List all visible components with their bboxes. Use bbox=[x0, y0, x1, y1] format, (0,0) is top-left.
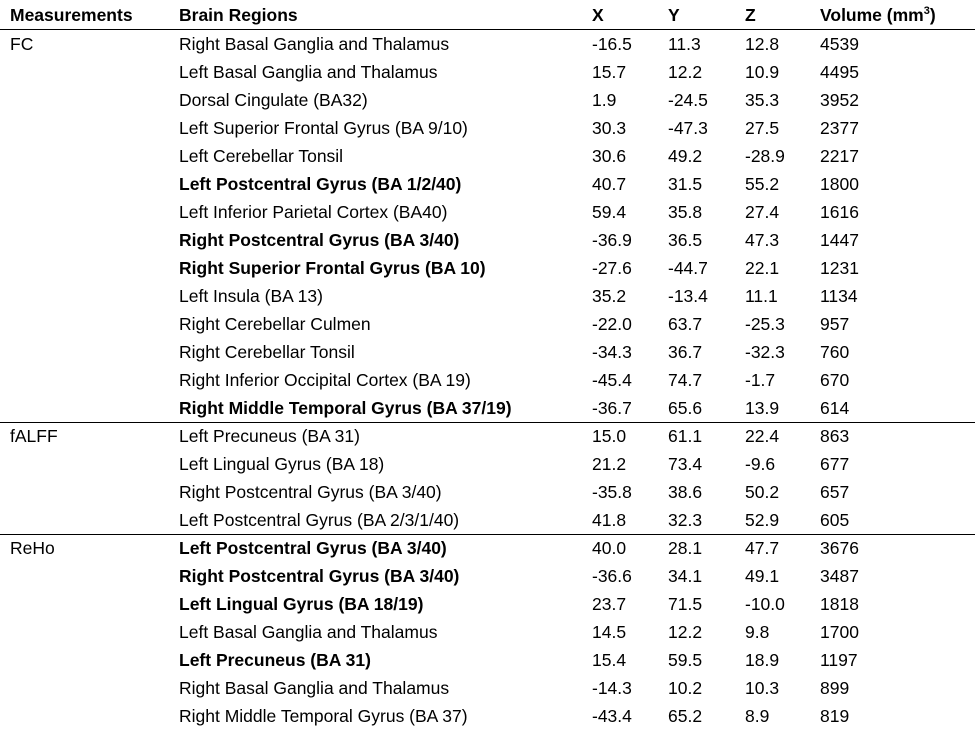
brain-region-cell: Left Inferior Parietal Cortex (BA40) bbox=[179, 202, 448, 222]
brain-region-cell: Left Lingual Gyrus (BA 18) bbox=[179, 454, 385, 474]
table-row bbox=[0, 534, 975, 562]
brain-region-cell: Right Superior Frontal Gyrus (BA 10) bbox=[179, 258, 486, 278]
y-coordinate-cell: 12.2 bbox=[668, 62, 703, 82]
volume-cell: 760 bbox=[820, 342, 850, 362]
y-coordinate-cell: 73.4 bbox=[668, 454, 703, 474]
y-coordinate-cell: -44.7 bbox=[668, 258, 708, 278]
z-coordinate-cell: 27.4 bbox=[745, 202, 780, 222]
z-coordinate-cell: 10.9 bbox=[745, 62, 780, 82]
x-coordinate-cell: 1.9 bbox=[592, 90, 617, 110]
x-coordinate-cell: -36.6 bbox=[592, 566, 632, 586]
y-coordinate-cell: 36.7 bbox=[668, 342, 703, 362]
table-row bbox=[0, 198, 975, 226]
y-coordinate-cell: 35.8 bbox=[668, 202, 703, 222]
header-x: X bbox=[592, 5, 604, 25]
table-header-row bbox=[0, 1, 975, 29]
y-coordinate-cell: 32.3 bbox=[668, 510, 703, 530]
volume-cell: 3487 bbox=[820, 566, 859, 586]
table-row bbox=[0, 310, 975, 338]
volume-cell: 614 bbox=[820, 398, 850, 418]
z-coordinate-cell: -10.0 bbox=[745, 594, 785, 614]
brain-region-cell: Left Postcentral Gyrus (BA 2/3/1/40) bbox=[179, 510, 460, 530]
table-row bbox=[0, 590, 975, 618]
z-coordinate-cell: 10.3 bbox=[745, 678, 780, 698]
z-coordinate-cell: 18.9 bbox=[745, 650, 780, 670]
z-coordinate-cell: -32.3 bbox=[745, 342, 785, 362]
volume-cell: 677 bbox=[820, 454, 850, 474]
z-coordinate-cell: -28.9 bbox=[745, 146, 785, 166]
y-coordinate-cell: 71.5 bbox=[668, 594, 703, 614]
volume-cell: 1197 bbox=[820, 650, 858, 670]
y-coordinate-cell: 63.7 bbox=[668, 314, 703, 334]
z-coordinate-cell: 50.2 bbox=[745, 482, 780, 502]
header-volume bbox=[820, 1, 936, 29]
y-coordinate-cell: 28.1 bbox=[668, 538, 703, 558]
z-coordinate-cell: 13.9 bbox=[745, 398, 780, 418]
brain-region-cell: Left Basal Ganglia and Thalamus bbox=[179, 622, 438, 642]
header-measurements: Measurements bbox=[10, 5, 133, 25]
brain-region-cell: Left Precuneus (BA 31) bbox=[179, 650, 371, 670]
brain-region-cell: Right Basal Ganglia and Thalamus bbox=[179, 678, 450, 698]
x-coordinate-cell: 14.5 bbox=[592, 622, 627, 642]
z-coordinate-cell: -9.6 bbox=[745, 454, 776, 474]
table-row bbox=[0, 30, 975, 58]
brain-region-cell: Right Postcentral Gyrus (BA 3/40) bbox=[179, 482, 442, 502]
brain-region-cell: Right Middle Temporal Gyrus (BA 37/19) bbox=[179, 398, 512, 418]
table-row bbox=[0, 114, 975, 142]
z-coordinate-cell: 9.8 bbox=[745, 622, 770, 642]
volume-cell: 863 bbox=[820, 426, 850, 446]
x-coordinate-cell: 41.8 bbox=[592, 510, 627, 530]
x-coordinate-cell: -27.6 bbox=[592, 258, 632, 278]
volume-cell: 605 bbox=[820, 510, 850, 530]
measurement-label: FC bbox=[10, 34, 34, 54]
table-row bbox=[0, 366, 975, 394]
y-coordinate-cell: -13.4 bbox=[668, 286, 708, 306]
x-coordinate-cell: 21.2 bbox=[592, 454, 627, 474]
table-row bbox=[0, 394, 975, 422]
z-coordinate-cell: 52.9 bbox=[745, 510, 780, 530]
x-coordinate-cell: 23.7 bbox=[592, 594, 627, 614]
table-row bbox=[0, 674, 975, 702]
header-z: Z bbox=[745, 5, 756, 25]
brain-region-cell: Left Basal Ganglia and Thalamus bbox=[179, 62, 438, 82]
brain-region-cell: Left Postcentral Gyrus (BA 3/40) bbox=[179, 538, 447, 558]
z-coordinate-cell: 27.5 bbox=[745, 118, 780, 138]
brain-region-cell: Right Postcentral Gyrus (BA 3/40) bbox=[179, 566, 460, 586]
volume-cell: 2377 bbox=[820, 118, 859, 138]
x-coordinate-cell: 15.4 bbox=[592, 650, 627, 670]
brain-region-cell: Left Insula (BA 13) bbox=[179, 286, 323, 306]
table-row bbox=[0, 422, 975, 450]
x-coordinate-cell: 59.4 bbox=[592, 202, 627, 222]
y-coordinate-cell: 31.5 bbox=[668, 174, 703, 194]
volume-cell: 1700 bbox=[820, 622, 859, 642]
z-coordinate-cell: 47.7 bbox=[745, 538, 780, 558]
z-coordinate-cell: 8.9 bbox=[745, 706, 770, 726]
x-coordinate-cell: -14.3 bbox=[592, 678, 632, 698]
volume-cell: 3952 bbox=[820, 90, 859, 110]
brain-region-cell: Left Cerebellar Tonsil bbox=[179, 146, 344, 166]
volume-cell: 657 bbox=[820, 482, 850, 502]
x-coordinate-cell: -22.0 bbox=[592, 314, 632, 334]
y-coordinate-cell: 36.5 bbox=[668, 230, 703, 250]
brain-region-cell: Left Precuneus (BA 31) bbox=[179, 426, 360, 446]
brain-region-cell: Dorsal Cingulate (BA32) bbox=[179, 90, 368, 110]
header-brain-regions: Brain Regions bbox=[179, 5, 298, 25]
header-volume-prefix: Volume (mm bbox=[820, 5, 924, 25]
z-coordinate-cell: 12.8 bbox=[745, 34, 780, 54]
measurement-label: ReHo bbox=[10, 538, 55, 558]
header-volume-superscript: 3 bbox=[923, 5, 930, 18]
volume-cell: 3676 bbox=[820, 538, 859, 558]
table-row bbox=[0, 562, 975, 590]
brain-region-cell: Right Postcentral Gyrus (BA 3/40) bbox=[179, 230, 460, 250]
brain-region-cell: Right Basal Ganglia and Thalamus bbox=[179, 34, 450, 54]
table-row bbox=[0, 450, 975, 478]
x-coordinate-cell: 30.6 bbox=[592, 146, 627, 166]
z-coordinate-cell: 22.4 bbox=[745, 426, 780, 446]
z-coordinate-cell: 22.1 bbox=[745, 258, 780, 278]
x-coordinate-cell: -35.8 bbox=[592, 482, 632, 502]
volume-cell: 1616 bbox=[820, 202, 859, 222]
table-row bbox=[0, 282, 975, 310]
x-coordinate-cell: -36.9 bbox=[592, 230, 632, 250]
y-coordinate-cell: 11.3 bbox=[668, 34, 701, 54]
x-coordinate-cell: -36.7 bbox=[592, 398, 632, 418]
x-coordinate-cell: 40.0 bbox=[592, 538, 627, 558]
table-row bbox=[0, 646, 975, 674]
x-coordinate-cell: -43.4 bbox=[592, 706, 632, 726]
volume-cell: 899 bbox=[820, 678, 850, 698]
y-coordinate-cell: 38.6 bbox=[668, 482, 703, 502]
y-coordinate-cell: 65.6 bbox=[668, 398, 703, 418]
x-coordinate-cell: -16.5 bbox=[592, 34, 632, 54]
table-row bbox=[0, 254, 975, 282]
y-coordinate-cell: -47.3 bbox=[668, 118, 708, 138]
table-row bbox=[0, 86, 975, 114]
z-coordinate-cell: 49.1 bbox=[745, 566, 780, 586]
volume-cell: 1231 bbox=[820, 258, 859, 278]
table-row bbox=[0, 226, 975, 254]
table-row bbox=[0, 338, 975, 366]
x-coordinate-cell: 35.2 bbox=[592, 286, 627, 306]
volume-cell: 4495 bbox=[820, 62, 859, 82]
x-coordinate-cell: 30.3 bbox=[592, 118, 627, 138]
y-coordinate-cell: 12.2 bbox=[668, 622, 703, 642]
volume-cell: 957 bbox=[820, 314, 850, 334]
brain-region-cell: Right Middle Temporal Gyrus (BA 37) bbox=[179, 706, 468, 726]
table-row bbox=[0, 506, 975, 534]
header-volume-suffix: ) bbox=[929, 5, 936, 25]
y-coordinate-cell: 59.5 bbox=[668, 650, 703, 670]
z-coordinate-cell: -25.3 bbox=[745, 314, 785, 334]
brain-region-cell: Right Cerebellar Culmen bbox=[179, 314, 371, 334]
volume-cell: 1134 bbox=[820, 286, 858, 306]
y-coordinate-cell: 74.7 bbox=[668, 370, 703, 390]
y-coordinate-cell: 10.2 bbox=[668, 678, 703, 698]
z-coordinate-cell: 11.1 bbox=[745, 286, 778, 306]
x-coordinate-cell: 40.7 bbox=[592, 174, 627, 194]
table-row bbox=[0, 478, 975, 506]
volume-cell: 1800 bbox=[820, 174, 859, 194]
y-coordinate-cell: 65.2 bbox=[668, 706, 703, 726]
volume-cell: 819 bbox=[820, 706, 850, 726]
x-coordinate-cell: -34.3 bbox=[592, 342, 632, 362]
measurement-label: fALFF bbox=[10, 426, 58, 446]
y-coordinate-cell: 34.1 bbox=[668, 566, 703, 586]
table-row bbox=[0, 142, 975, 170]
brain-region-cell: Right Cerebellar Tonsil bbox=[179, 342, 355, 362]
z-coordinate-cell: 55.2 bbox=[745, 174, 780, 194]
y-coordinate-cell: 49.2 bbox=[668, 146, 703, 166]
z-coordinate-cell: 35.3 bbox=[745, 90, 780, 110]
z-coordinate-cell: -1.7 bbox=[745, 370, 776, 390]
volume-cell: 4539 bbox=[820, 34, 859, 54]
table-row bbox=[0, 58, 975, 86]
z-coordinate-cell: 47.3 bbox=[745, 230, 780, 250]
volume-cell: 1818 bbox=[820, 594, 859, 614]
volume-cell: 1447 bbox=[820, 230, 859, 250]
x-coordinate-cell: -45.4 bbox=[592, 370, 632, 390]
y-coordinate-cell: -24.5 bbox=[668, 90, 708, 110]
volume-cell: 670 bbox=[820, 370, 850, 390]
volume-cell: 2217 bbox=[820, 146, 859, 166]
table-row bbox=[0, 170, 975, 198]
x-coordinate-cell: 15.7 bbox=[592, 62, 627, 82]
brain-region-cell: Left Lingual Gyrus (BA 18/19) bbox=[179, 594, 424, 614]
header-y: Y bbox=[668, 5, 680, 25]
table-row bbox=[0, 618, 975, 646]
brain-region-cell: Left Superior Frontal Gyrus (BA 9/10) bbox=[179, 118, 468, 138]
brain-region-cell: Right Inferior Occipital Cortex (BA 19) bbox=[179, 370, 471, 390]
x-coordinate-cell: 15.0 bbox=[592, 426, 627, 446]
y-coordinate-cell: 61.1 bbox=[668, 426, 703, 446]
table-row bbox=[0, 702, 975, 730]
brain-region-cell: Left Postcentral Gyrus (BA 1/2/40) bbox=[179, 174, 462, 194]
